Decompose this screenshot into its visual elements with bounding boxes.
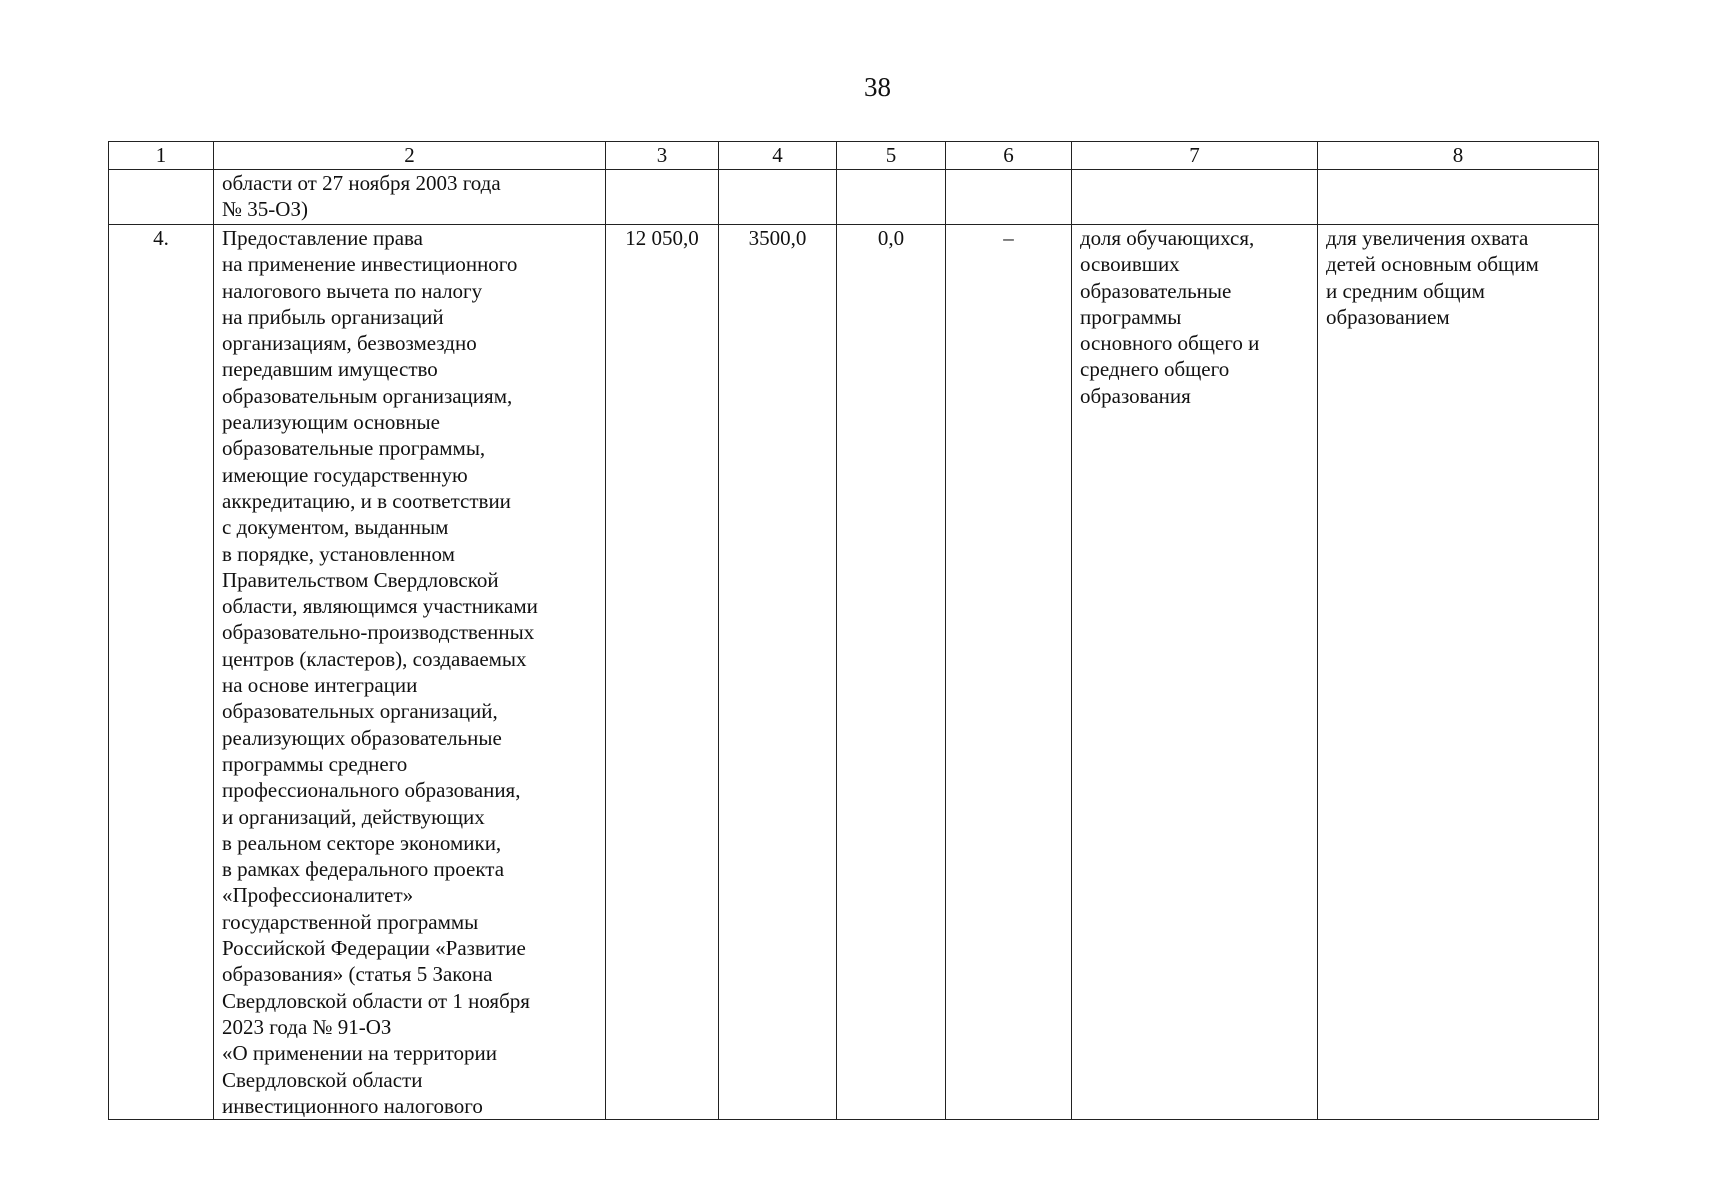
row-number-cell: [109, 170, 214, 225]
column-header: 4: [719, 142, 837, 170]
value-cell: 3500,0: [719, 225, 837, 1120]
column-header: 8: [1318, 142, 1599, 170]
value-cell: –: [946, 225, 1072, 1120]
value-cell: [606, 170, 719, 225]
column-header: 5: [837, 142, 946, 170]
column-header: 6: [946, 142, 1072, 170]
column-header: 7: [1072, 142, 1318, 170]
purpose-cell: для увеличения охвата детей основным общим и средним общим образованием: [1318, 225, 1599, 1120]
value-cell: [719, 170, 837, 225]
column-header: 1: [109, 142, 214, 170]
value-cell: 12 050,0: [606, 225, 719, 1120]
table-row: [109, 225, 1599, 1120]
column-header: 3: [606, 142, 719, 170]
table-row: [109, 170, 1599, 225]
indicator-cell: доля обучающихся, освоивших образовательные программы основного общего и среднего общего образования: [1072, 225, 1318, 1120]
description-cell: Предоставление права на применение инвестиционного налогового вычета по налогу на прибыль организаций организациям, безвозмездно передавшим имущество образовательным организациям, реализующим основные образовательные программы, имеющие государственную аккредитацию, и в соответствии с документом, выданным в порядке, установленном Правительством Свердловской области, являющимся участниками образовательно-производственных центров (кластеров), создаваемых на основе интеграции образовательных организаций, реализующих образовательные программы среднего профессионального образования, и организаций, действующих в реальном секторе экономики, в рамках федерального проекта «Профессионалитет» государственной программы Российской Федерации «Развитие образования» (статья 5 Закона Свердловской области от 1 ноября 2023 года № 91-ОЗ «О применении на территории Свердловской области инвестиционного налогового: [214, 225, 606, 1120]
indicator-cell: [1072, 170, 1318, 225]
description-cell: области от 27 ноября 2003 года № 35-ОЗ): [214, 170, 606, 225]
value-cell: [837, 170, 946, 225]
value-cell: 0,0: [837, 225, 946, 1120]
table-header-row: [109, 142, 1599, 170]
value-cell: [946, 170, 1072, 225]
purpose-cell: [1318, 170, 1599, 225]
row-number-cell: 4.: [109, 225, 214, 1120]
column-header: 2: [214, 142, 606, 170]
data-table: [108, 141, 1599, 1120]
page-number: 38: [864, 72, 891, 102]
